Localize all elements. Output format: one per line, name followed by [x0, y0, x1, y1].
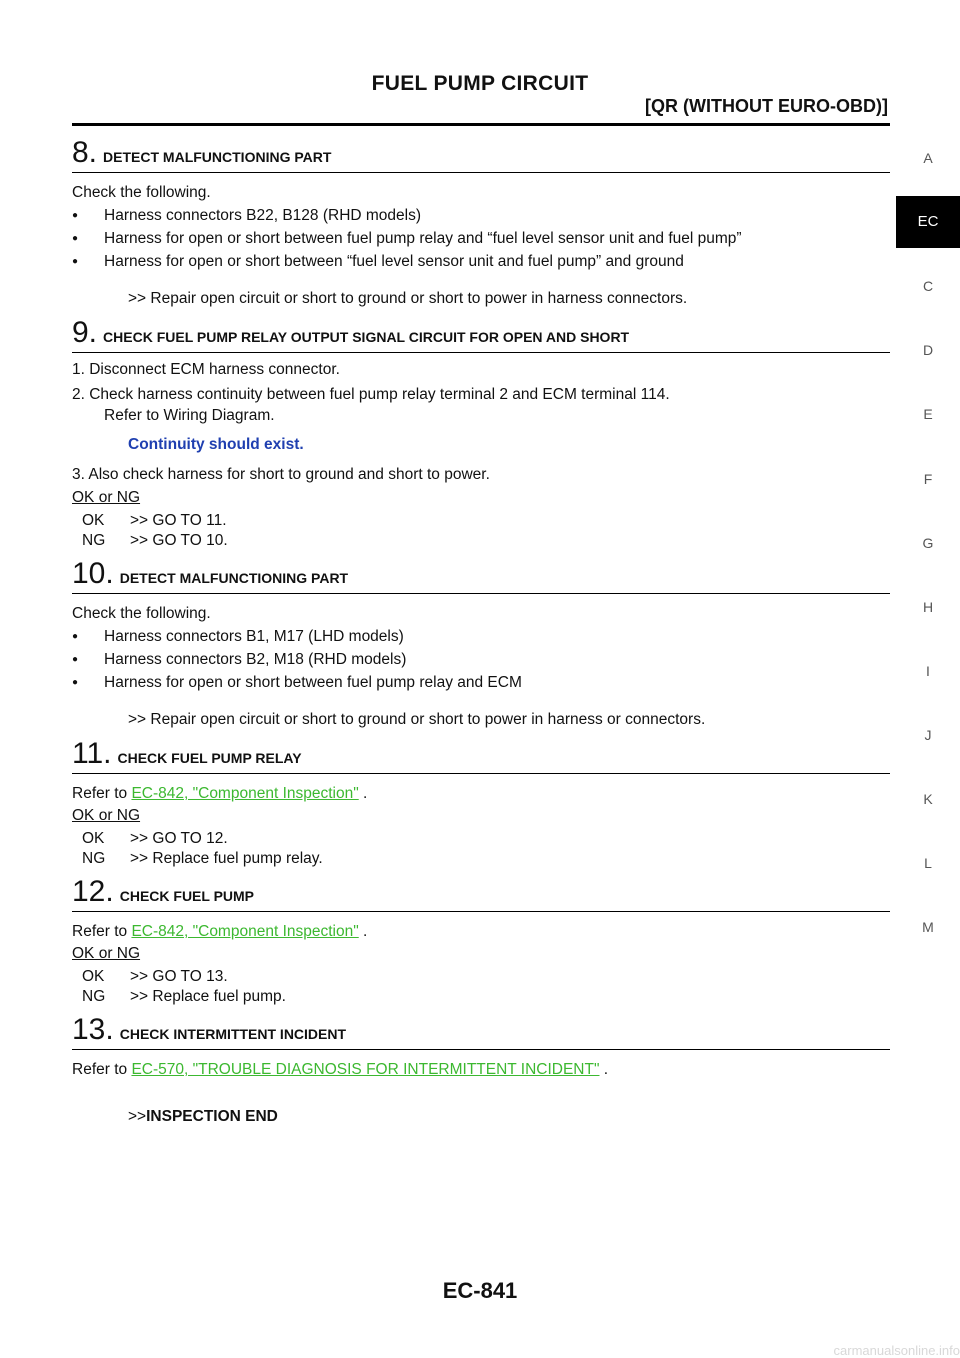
refer-text: Refer to	[72, 923, 128, 940]
ok-ng-label: OK or NG	[72, 807, 141, 824]
index-f[interactable]: F	[923, 471, 933, 487]
step-heading	[72, 877, 890, 912]
header-rule	[72, 123, 890, 126]
refer-tail: .	[363, 785, 368, 802]
step-intro: Check the following.	[72, 184, 211, 201]
step-heading	[72, 1015, 890, 1050]
list-item: ● Harness for open or short between fuel pump relay and “fuel level sensor unit and fuel pump”	[72, 227, 890, 250]
step-number: 8.	[72, 136, 98, 169]
step-title: CHECK INTERMITTENT INCIDENT	[119, 1026, 347, 1042]
section-index	[896, 0, 960, 1358]
specification: Continuity should exist.	[128, 436, 304, 453]
ng-label: NG	[82, 532, 106, 549]
index-c[interactable]: C	[922, 278, 934, 294]
ng-result	[72, 531, 890, 551]
component-inspection-link[interactable]: EC-842, "Component Inspection"	[131, 785, 359, 802]
step-heading	[72, 138, 890, 173]
ok-ng-label: OK or NG	[72, 945, 141, 962]
refer-tail: .	[603, 1061, 609, 1078]
reference-line	[72, 782, 890, 805]
step-heading	[72, 318, 890, 353]
list-item: ● Harness connectors B1, M17 (LHD models)	[72, 625, 890, 648]
step-number: 12.	[72, 875, 114, 908]
index-j[interactable]: J	[924, 727, 932, 743]
step-result: >> Repair open circuit or short to ground or short to power in harness connectors.	[128, 290, 688, 307]
check-list	[72, 625, 890, 694]
ng-action: >> GO TO 10.	[130, 532, 228, 549]
index-h[interactable]: H	[922, 599, 934, 615]
document-body	[72, 130, 890, 1136]
step-11	[72, 739, 890, 869]
step-title: DETECT MALFUNCTIONING PART	[119, 570, 349, 586]
page-title: FUEL PUMP CIRCUIT	[371, 72, 589, 95]
index-k[interactable]: K	[923, 791, 933, 807]
step-10	[72, 559, 890, 731]
step-12	[72, 877, 890, 1007]
index-i[interactable]: I	[926, 663, 930, 679]
index-d[interactable]: D	[922, 342, 934, 358]
step-heading	[72, 739, 890, 774]
refer-text: Refer to	[72, 1061, 128, 1078]
list-item: 3. Also check harness for short to ground and short to power.	[72, 466, 490, 483]
index-e[interactable]: E	[923, 406, 933, 422]
refer-text: Refer to	[72, 785, 128, 802]
ok-action: >> GO TO 11.	[130, 512, 227, 529]
ng-action: >> Replace fuel pump.	[130, 988, 286, 1005]
step-heading	[72, 559, 890, 594]
step-number: 11.	[72, 737, 112, 770]
procedure-list	[72, 359, 890, 426]
ng-label: NG	[82, 850, 106, 867]
index-ec[interactable]: EC	[896, 196, 960, 248]
ok-result	[72, 829, 890, 849]
index-l[interactable]: L	[924, 855, 932, 871]
list-item: ● Harness for open or short between fuel pump relay and ECM	[72, 671, 890, 694]
step-number: 9.	[72, 316, 98, 349]
list-item-text: 2. Check harness continuity between fuel pump relay terminal 2 and ECM terminal 114.	[72, 386, 670, 403]
end-prefix: >>	[128, 1108, 147, 1125]
reference-line	[72, 920, 890, 943]
index-g[interactable]: G	[922, 535, 934, 551]
ng-label: NG	[82, 988, 106, 1005]
step-intro: Check the following.	[72, 605, 211, 622]
index-m[interactable]: M	[922, 919, 934, 935]
list-item: ● Harness connectors B22, B128 (RHD models)	[72, 204, 890, 227]
step-title: CHECK FUEL PUMP RELAY	[117, 750, 302, 766]
refer-tail: .	[363, 923, 368, 940]
ok-ng-label: OK or NG	[72, 489, 141, 506]
step-title: CHECK FUEL PUMP	[119, 888, 255, 904]
step-9	[72, 318, 890, 551]
ng-result	[72, 849, 890, 869]
ok-label: OK	[82, 968, 105, 985]
ok-label: OK	[82, 830, 105, 847]
check-list	[72, 204, 890, 273]
step-13	[72, 1015, 890, 1128]
list-item	[72, 384, 890, 426]
ok-label: OK	[82, 512, 105, 529]
component-inspection-link[interactable]: EC-842, "Component Inspection"	[131, 923, 359, 940]
reference-line	[72, 1058, 890, 1081]
list-item: ● Harness connectors B2, M18 (RHD models)	[72, 648, 890, 671]
procedure-list	[72, 464, 890, 485]
index-a[interactable]: A	[923, 150, 933, 166]
step-result	[72, 1105, 890, 1128]
intermittent-incident-link[interactable]: EC-570, "TROUBLE DIAGNOSIS FOR INTERMITTENT INCIDENT"	[131, 1061, 600, 1078]
ok-action: >> GO TO 13.	[130, 968, 228, 985]
step-8	[72, 138, 890, 310]
page-number: EC-841	[442, 1278, 518, 1303]
ok-result	[72, 511, 890, 531]
watermark: carmanualsonline.info	[833, 1343, 960, 1358]
ok-result	[72, 967, 890, 987]
ng-action: >> Replace fuel pump relay.	[130, 850, 323, 867]
step-number: 10.	[72, 557, 114, 590]
ng-result	[72, 987, 890, 1007]
step-result: >> Repair open circuit or short to ground or short to power in harness or connectors.	[128, 711, 706, 728]
list-item: 1. Disconnect ECM harness connector.	[72, 361, 340, 378]
ok-action: >> GO TO 12.	[130, 830, 228, 847]
inspection-end: INSPECTION END	[146, 1108, 278, 1125]
step-number: 13.	[72, 1013, 114, 1046]
list-item-note: Refer to Wiring Diagram.	[104, 407, 275, 424]
list-item: ● Harness for open or short between “fuel level sensor unit and fuel pump” and ground	[72, 250, 890, 273]
page-subtitle: [QR (WITHOUT EURO-OBD)]	[645, 96, 888, 116]
step-title: CHECK FUEL PUMP RELAY OUTPUT SIGNAL CIRCUIT FOR OPEN AND SHORT	[103, 329, 630, 345]
step-title: DETECT MALFUNCTIONING PART	[103, 149, 332, 165]
